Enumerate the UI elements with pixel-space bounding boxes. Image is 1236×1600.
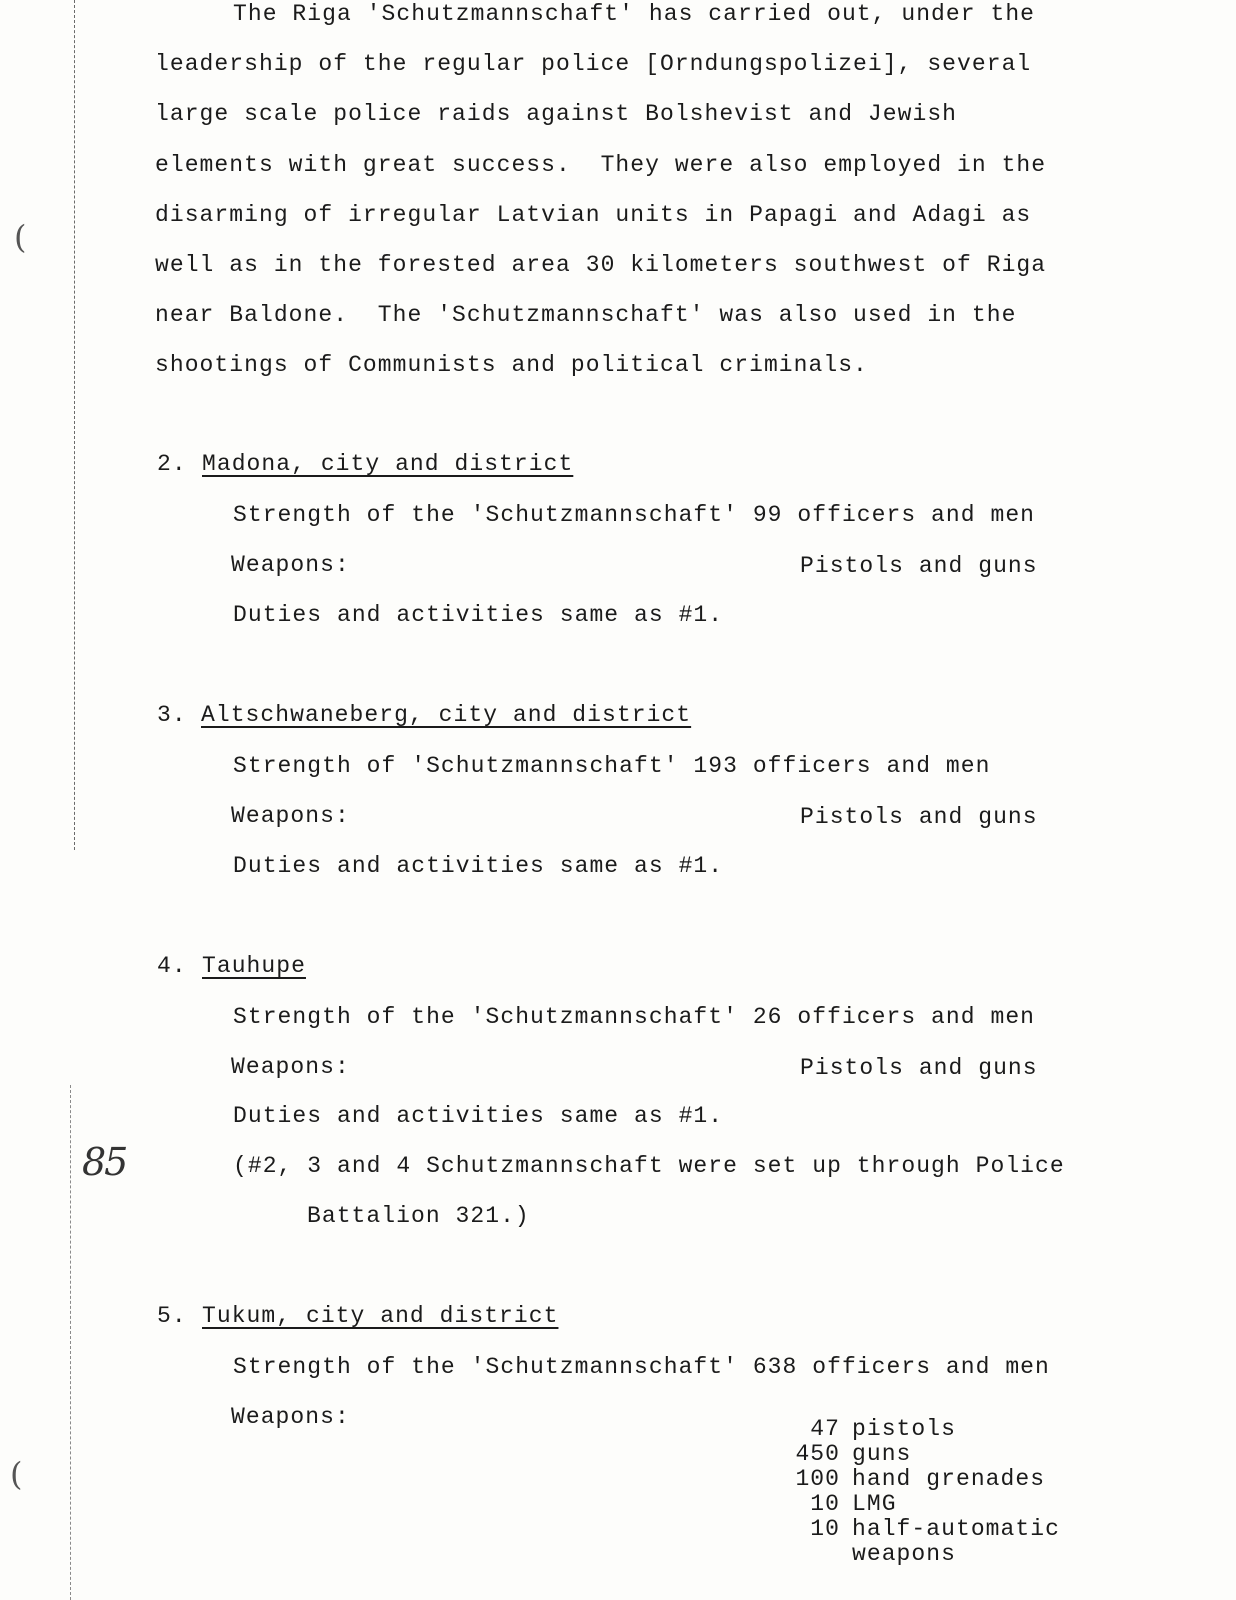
strength-line: Strength of the 'Schutzmannschaft' 638 officers and men — [233, 1354, 1050, 1380]
weapon-item: hand grenades — [852, 1466, 1046, 1492]
intro-line: elements with great success. They were also employed in the — [155, 152, 1047, 178]
weapons-label: Weapons: — [231, 1054, 350, 1080]
weapon-quantity: 10 — [810, 1516, 840, 1542]
section-heading: Altschwaneberg, city and district — [201, 702, 692, 728]
weapons-list-item — [790, 1467, 1060, 1492]
weapons-label: Weapons: — [231, 803, 350, 829]
margin-paren-mark: ( — [14, 218, 27, 256]
weapon-quantity: 47 — [810, 1416, 840, 1442]
weapon-quantity: 100 — [795, 1466, 840, 1492]
strength-line: Strength of the 'Schutzmannschaft' 26 officers and men — [233, 1004, 1036, 1030]
weapons-list-item — [790, 1417, 1060, 1442]
intro-line: well as in the forested area 30 kilometers southwest of Riga — [155, 252, 1047, 278]
section-heading: Madona, city and district — [202, 451, 574, 477]
weapons-list — [790, 1417, 1060, 1567]
section-number: 2. — [157, 451, 187, 477]
weapons-list-item — [790, 1442, 1060, 1467]
intro-line: disarming of irregular Latvian units in Papagi and Adagi as — [155, 202, 1032, 228]
section-number: 3. — [157, 702, 187, 728]
weapon-item: weapons — [852, 1541, 956, 1567]
intro-line: The Riga 'Schutzmannschaft' has carried out, under the — [233, 1, 1036, 27]
weapons-list-item — [790, 1517, 1060, 1542]
weapons-value: Pistols and guns — [800, 804, 1038, 830]
note-line: Battalion 321.) — [307, 1203, 530, 1229]
margin-binding-line-lower — [70, 1085, 71, 1600]
intro-line: near Baldone. The 'Schutzmannschaft' was also used in the — [155, 302, 1017, 328]
section-heading: Tauhupe — [202, 953, 306, 979]
weapon-quantity: 450 — [795, 1441, 840, 1467]
handwritten-page-mark: 85 — [82, 1140, 127, 1184]
margin-binding-line — [74, 0, 75, 850]
weapons-list-item — [790, 1492, 1060, 1517]
weapons-value: Pistols and guns — [800, 1055, 1038, 1081]
section-heading: Tukum, city and district — [202, 1303, 559, 1329]
strength-line: Strength of 'Schutzmannschaft' 193 officers and men — [233, 753, 991, 779]
intro-line: shootings of Communists and political criminals. — [155, 352, 868, 378]
weapon-item: LMG — [852, 1491, 897, 1517]
weapon-quantity — [790, 1542, 840, 1567]
weapon-quantity: 10 — [810, 1491, 840, 1517]
duties-line: Duties and activities same as #1. — [233, 1103, 724, 1129]
weapon-item: pistols — [852, 1416, 956, 1442]
weapon-item: guns — [852, 1441, 912, 1467]
weapons-value: Pistols and guns — [800, 553, 1038, 579]
section-number: 5. — [157, 1303, 187, 1329]
weapon-item: half-automatic — [852, 1516, 1060, 1542]
weapons-label: Weapons: — [231, 552, 350, 578]
duties-line: Duties and activities same as #1. — [233, 602, 724, 628]
margin-paren-mark-lower: ( — [10, 1455, 23, 1493]
duties-line: Duties and activities same as #1. — [233, 853, 724, 879]
weapons-list-item — [790, 1542, 1060, 1567]
weapons-label: Weapons: — [231, 1404, 350, 1430]
strength-line: Strength of the 'Schutzmannschaft' 99 officers and men — [233, 502, 1036, 528]
section-number: 4. — [157, 953, 187, 979]
intro-line: leadership of the regular police [Orndungspolizei], several — [155, 51, 1032, 77]
intro-line: large scale police raids against Bolshevist and Jewish — [155, 101, 958, 127]
note-line: (#2, 3 and 4 Schutzmannschaft were set up through Police — [233, 1153, 1065, 1179]
